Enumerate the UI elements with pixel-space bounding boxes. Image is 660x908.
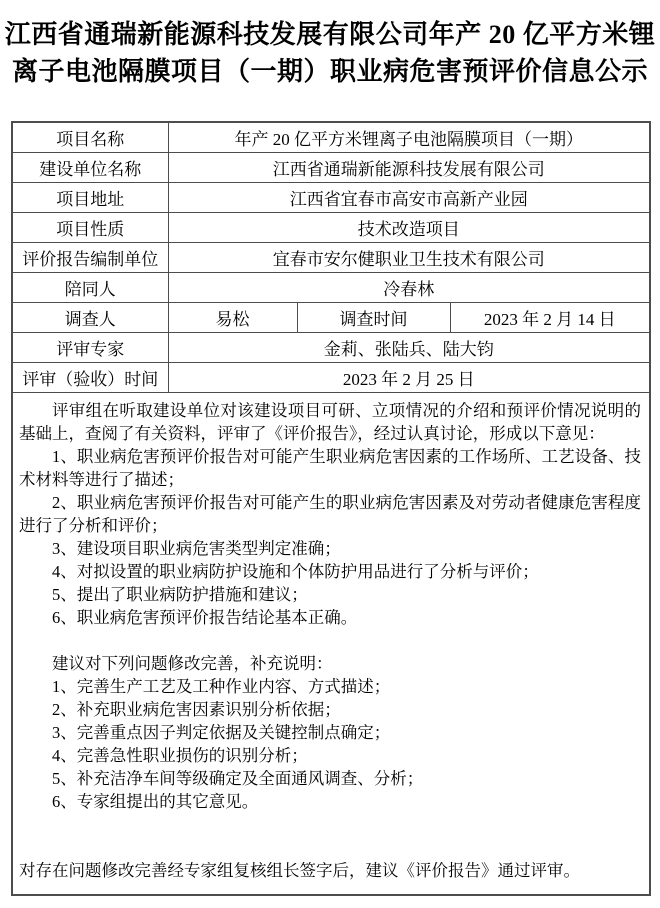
review-time-label: 评审（验收）时间 — [12, 363, 168, 393]
row-review-time — [12, 363, 650, 393]
opinion-intro: 评审组在听取建设单位对该建设项目可研、立项情况的介绍和预评价情况说明的基础上，查阅了有关资料，评审了《评价报告》，经过认真讨论，形成以下意见： — [19, 401, 642, 443]
row-project-nature — [12, 213, 650, 243]
construction-unit-label: 建设单位名称 — [12, 153, 168, 183]
accompanying-person-label: 陪同人 — [12, 273, 168, 303]
row-review-experts — [12, 333, 650, 363]
opinion-item-3: 3、建设项目职业病危害类型判定准确； — [52, 539, 341, 558]
row-project-name — [12, 122, 650, 153]
project-nature-label: 项目性质 — [12, 213, 168, 243]
investigation-time-label: 调查时间 — [297, 303, 450, 333]
row-project-address — [12, 183, 650, 213]
investigator-value: 易松 — [168, 303, 297, 333]
suggestion-intro: 建议对下列问题修改完善，补充说明： — [52, 654, 333, 673]
final-conclusion: 对存在问题修改完善经专家组复核组长签字后，建议《评价报告》通过评审。 — [19, 861, 580, 880]
suggestion-item-4: 4、完善急性职业损伤的识别分析； — [52, 746, 308, 765]
review-opinion-cell — [12, 393, 650, 895]
row-report-compiler — [12, 243, 650, 273]
opinion-item-6: 6、职业病危害预评价报告结论基本正确。 — [52, 608, 358, 627]
project-nature-value: 技术改造项目 — [168, 213, 650, 243]
opinion-item-4: 4、对拟设置的职业病防护设施和个体防护用品进行了分析与评价； — [52, 562, 539, 581]
suggestion-item-6: 6、专家组提出的其它意见。 — [52, 792, 259, 811]
project-address-value: 江西省宜春市高安市高新产业园 — [168, 183, 650, 213]
row-accompanying-person — [12, 273, 650, 303]
suggestion-item-2: 2、补充职业病危害因素识别分析依据； — [52, 700, 341, 719]
accompanying-person-value: 冷春林 — [168, 273, 650, 303]
project-info-table — [11, 121, 651, 896]
opinion-item-2: 2、职业病危害预评价报告对可能产生的职业病危害因素及对劳动者健康危害程度进行了分析和评价； — [19, 493, 642, 535]
suggestion-item-1: 1、完善生产工艺及工种作业内容、方式描述； — [52, 677, 391, 696]
investigation-time-value: 2023 年 2 月 14 日 — [450, 303, 650, 333]
document-title-line1: 江西省通瑞新能源科技发展有限公司年产 20 亿平方米锂 — [4, 20, 656, 49]
suggestion-item-5: 5、补充洁净车间等级确定及全面通风调查、分析； — [52, 769, 424, 788]
row-construction-unit — [12, 153, 650, 183]
opinion-item-1: 1、职业病危害预评价报告对可能产生职业病危害因素的工作场所、工艺设备、技术材料等进行了描述； — [19, 447, 642, 489]
report-compiler-label: 评价报告编制单位 — [12, 243, 168, 273]
row-review-opinion — [12, 393, 650, 895]
review-experts-label: 评审专家 — [12, 333, 168, 363]
construction-unit-value: 江西省通瑞新能源科技发展有限公司 — [168, 153, 650, 183]
opinion-item-5: 5、提出了职业病防护措施和建议； — [52, 585, 308, 604]
review-time-value: 2023 年 2 月 25 日 — [168, 363, 650, 393]
document-title-line2: 离子电池隔膜项目（一期）职业病危害预评价信息公示 — [11, 57, 648, 86]
project-name-value: 年产 20 亿平方米锂离子电池隔膜项目（一期） — [168, 122, 650, 153]
investigator-label: 调查人 — [12, 303, 168, 333]
suggestion-item-3: 3、完善重点因子判定依据及关键控制点确定； — [52, 723, 391, 742]
row-investigator — [12, 303, 650, 333]
document-title — [0, 16, 660, 90]
review-experts-value: 金莉、张陆兵、陆大钧 — [168, 333, 650, 363]
project-address-label: 项目地址 — [12, 183, 168, 213]
project-name-label: 项目名称 — [12, 122, 168, 153]
report-compiler-value: 宜春市安尔健职业卫生技术有限公司 — [168, 243, 650, 273]
